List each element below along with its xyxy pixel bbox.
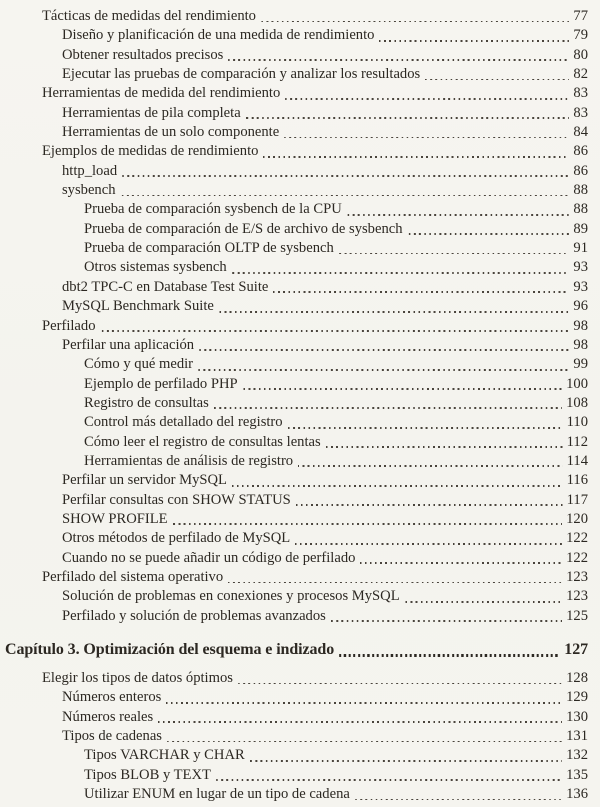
toc-entry-title: Prueba de comparación de E/S de archivo de sysbench bbox=[84, 220, 403, 237]
dot-leader bbox=[243, 388, 562, 390]
page-number: 129 bbox=[566, 689, 588, 706]
toc-entry-row bbox=[0, 84, 588, 103]
page-number: 114 bbox=[566, 452, 588, 469]
toc-entry-title: Registro de consultas bbox=[84, 394, 209, 411]
page-number: 98 bbox=[573, 336, 588, 353]
dot-leader bbox=[263, 156, 569, 158]
toc-entry-row bbox=[0, 394, 588, 413]
dot-leader bbox=[326, 446, 563, 448]
dot-leader bbox=[408, 233, 570, 235]
dot-leader bbox=[101, 330, 570, 332]
toc-entry-title: Tipos BLOB y TEXT bbox=[84, 766, 211, 783]
toc-entry-title: Herramientas de medida del rendimiento bbox=[42, 85, 281, 102]
dot-leader bbox=[273, 291, 569, 293]
dot-leader bbox=[379, 40, 569, 42]
toc-entry-row bbox=[0, 7, 588, 26]
toc-entry-title: Ejemplo de perfilado PHP bbox=[84, 375, 238, 392]
toc-entry-title: Utilizar ENUM en lugar de un tipo de cadena bbox=[84, 786, 350, 803]
page-number: 130 bbox=[566, 708, 588, 725]
page-number: 122 bbox=[566, 549, 588, 566]
toc-entry-row bbox=[0, 317, 588, 336]
page-number: 93 bbox=[573, 259, 588, 276]
dot-leader bbox=[173, 523, 563, 525]
toc-entry-title: Perfilar consultas con SHOW STATUS bbox=[62, 491, 291, 508]
page-number: 89 bbox=[573, 220, 588, 237]
dot-leader bbox=[199, 349, 569, 351]
page-number: 99 bbox=[573, 356, 588, 373]
page-number: 80 bbox=[573, 46, 588, 63]
page-number: 123 bbox=[566, 588, 588, 605]
toc-entry-row bbox=[0, 669, 588, 688]
dot-leader bbox=[355, 799, 562, 801]
dot-leader bbox=[339, 654, 560, 657]
toc-entry-title: Herramientas de análisis de registro bbox=[84, 452, 294, 469]
dot-leader bbox=[425, 79, 569, 81]
toc-entry-title: http_load bbox=[62, 162, 118, 179]
toc-entry-title: Perfilado bbox=[42, 317, 96, 334]
toc-entry-title: Perfilado del sistema operativo bbox=[42, 568, 224, 585]
page-number: 110 bbox=[566, 414, 588, 431]
dot-leader bbox=[122, 175, 569, 177]
page-number: 135 bbox=[566, 766, 588, 783]
toc-entry-row bbox=[0, 708, 588, 727]
dot-leader bbox=[167, 741, 562, 743]
toc-entry-title: Otros métodos de perfilado de MySQL bbox=[62, 530, 291, 547]
toc-entry-row bbox=[0, 65, 588, 84]
toc-entry-row bbox=[0, 688, 588, 707]
page-number: 100 bbox=[566, 375, 588, 392]
dot-leader bbox=[158, 721, 562, 723]
dot-leader bbox=[261, 21, 569, 23]
toc-entry-row bbox=[0, 239, 588, 258]
dot-leader bbox=[228, 582, 562, 584]
page-number: 112 bbox=[566, 433, 588, 450]
toc-entry-row bbox=[0, 278, 588, 297]
toc-entry-title: Tácticas de medidas del rendimiento bbox=[42, 8, 256, 24]
toc-entry-title: Perfilar una aplicación bbox=[62, 336, 195, 353]
page-number: 91 bbox=[573, 240, 588, 257]
dot-leader bbox=[214, 407, 562, 409]
toc-entry-row bbox=[0, 181, 588, 200]
toc-entry-title: Prueba de comparación OLTP de sysbench bbox=[84, 240, 334, 257]
page-number: 120 bbox=[566, 510, 588, 527]
dot-leader bbox=[238, 683, 562, 685]
toc-entry-row bbox=[0, 123, 588, 142]
toc-entry-title: sysbench bbox=[62, 182, 116, 199]
dot-leader bbox=[121, 195, 570, 197]
toc-entry-row bbox=[0, 355, 588, 374]
toc-entry-row bbox=[0, 200, 588, 219]
toc-list bbox=[0, 7, 588, 804]
toc-entry-row bbox=[0, 727, 588, 746]
dot-leader bbox=[228, 59, 569, 61]
toc-entry-row bbox=[0, 746, 588, 765]
toc-entry-title: Control más detallado del registro bbox=[84, 414, 283, 431]
toc-entry-title: Cuando no se puede añadir un código de perfilado bbox=[62, 549, 356, 566]
dot-leader bbox=[166, 702, 562, 704]
toc-entry-title: Obtener resultados precisos bbox=[62, 46, 224, 63]
toc-entry-title: Prueba de comparación sysbench de la CPU bbox=[84, 201, 342, 218]
dot-leader bbox=[331, 620, 562, 622]
toc-entry-row bbox=[0, 336, 588, 355]
toc-entry-row bbox=[0, 607, 588, 626]
toc-entry-title: Otros sistemas sysbench bbox=[84, 259, 227, 276]
toc-entry-title: SHOW PROFILE bbox=[62, 510, 168, 527]
toc-entry-title: Herramientas de pila completa bbox=[62, 104, 241, 121]
toc-entry-row bbox=[0, 568, 588, 587]
toc-entry-title: Perfilar un servidor MySQL bbox=[62, 472, 227, 489]
toc-entry-title: Elegir los tipos de datos óptimos bbox=[42, 670, 233, 686]
toc-entry-row bbox=[0, 471, 588, 490]
toc-entry-row bbox=[0, 587, 588, 606]
page-number: 132 bbox=[566, 747, 588, 764]
toc-entry-title: Cómo leer el registro de consultas lentas bbox=[84, 433, 321, 450]
toc-entry-row bbox=[0, 297, 588, 316]
toc-entry-row bbox=[0, 413, 588, 432]
page-number: 93 bbox=[573, 278, 588, 295]
dot-leader bbox=[198, 369, 569, 371]
chapter-heading-title: Capítulo 3. Optimización del esquema e indizado bbox=[5, 641, 335, 658]
dot-leader bbox=[288, 427, 563, 429]
page-number: 96 bbox=[573, 298, 588, 315]
page-number: 117 bbox=[566, 491, 588, 508]
toc-entry-title: Números reales bbox=[62, 708, 154, 725]
dot-leader bbox=[360, 562, 562, 564]
toc-entry-row bbox=[0, 452, 588, 471]
toc-entry-row bbox=[0, 785, 588, 804]
dot-leader bbox=[339, 253, 570, 255]
toc-entry-row bbox=[0, 162, 588, 181]
toc-entry-row bbox=[0, 258, 588, 277]
toc-entry-row bbox=[0, 510, 588, 529]
page-number: 86 bbox=[573, 143, 588, 160]
toc-entry-title: Cómo y qué medir bbox=[84, 356, 194, 373]
toc-entry-title: Perfilado y solución de problemas avanzados bbox=[62, 607, 326, 624]
page-number: 136 bbox=[566, 786, 588, 803]
dot-leader bbox=[347, 214, 570, 216]
toc-entry-title: Solución de problemas en conexiones y procesos MySQL bbox=[62, 588, 400, 605]
toc-entry-row bbox=[0, 375, 588, 394]
page-number: 83 bbox=[573, 104, 588, 121]
page-number: 127 bbox=[564, 641, 588, 658]
toc-entry-row bbox=[0, 46, 588, 65]
toc-entry-title: MySQL Benchmark Suite bbox=[62, 298, 214, 315]
toc-entry-title: dbt2 TPC-C en Database Test Suite bbox=[62, 278, 269, 295]
toc-entry-row bbox=[0, 433, 588, 452]
dot-leader bbox=[295, 543, 562, 545]
toc-entry-title: Números enteros bbox=[62, 689, 162, 706]
chapter-heading-row bbox=[0, 639, 588, 660]
dot-leader bbox=[232, 272, 570, 274]
toc-entry-row bbox=[0, 529, 588, 548]
page-number: 122 bbox=[566, 530, 588, 547]
toc-entry-title: Ejecutar las pruebas de comparación y analizar los resultados bbox=[62, 66, 421, 83]
page-number: 83 bbox=[573, 85, 588, 102]
page-number: 84 bbox=[573, 124, 588, 141]
toc-entry-row bbox=[0, 549, 588, 568]
dot-leader bbox=[298, 465, 563, 467]
page-number: 82 bbox=[573, 66, 588, 83]
dot-leader bbox=[284, 137, 569, 139]
dot-leader bbox=[405, 601, 562, 603]
dot-leader bbox=[216, 779, 562, 781]
page-number: 128 bbox=[566, 670, 588, 686]
dot-leader bbox=[232, 485, 563, 487]
page-number: 108 bbox=[566, 394, 588, 411]
toc-entry-row bbox=[0, 491, 588, 510]
page-number: 77 bbox=[573, 8, 588, 24]
dot-leader bbox=[285, 98, 569, 100]
toc-entry-title: Tipos VARCHAR y CHAR bbox=[84, 747, 245, 764]
page-number: 86 bbox=[573, 162, 588, 179]
toc-entry-title: Tipos de cadenas bbox=[62, 728, 162, 745]
dot-leader bbox=[250, 760, 562, 762]
dot-leader bbox=[219, 311, 570, 313]
toc-entry-row bbox=[0, 220, 588, 239]
page-number: 88 bbox=[573, 201, 588, 218]
toc-entry-row bbox=[0, 26, 588, 45]
toc-entry-row bbox=[0, 142, 588, 161]
page-number: 98 bbox=[573, 317, 588, 334]
toc-entry-row bbox=[0, 104, 588, 123]
page-number: 116 bbox=[566, 472, 588, 489]
page-number: 131 bbox=[566, 728, 588, 745]
toc-entry-title: Diseño y planificación de una medida de rendimiento bbox=[62, 27, 375, 44]
toc-entry-title: Ejemplos de medidas de rendimiento bbox=[42, 143, 259, 160]
page-number: 125 bbox=[566, 607, 588, 624]
toc-entry-row bbox=[0, 766, 588, 785]
toc-entry-title: Herramientas de un solo componente bbox=[62, 124, 280, 141]
dot-leader bbox=[246, 117, 570, 119]
page-number: 79 bbox=[573, 27, 588, 44]
page-number: 123 bbox=[566, 568, 588, 585]
dot-leader bbox=[296, 504, 563, 506]
page-number: 88 bbox=[573, 182, 588, 199]
